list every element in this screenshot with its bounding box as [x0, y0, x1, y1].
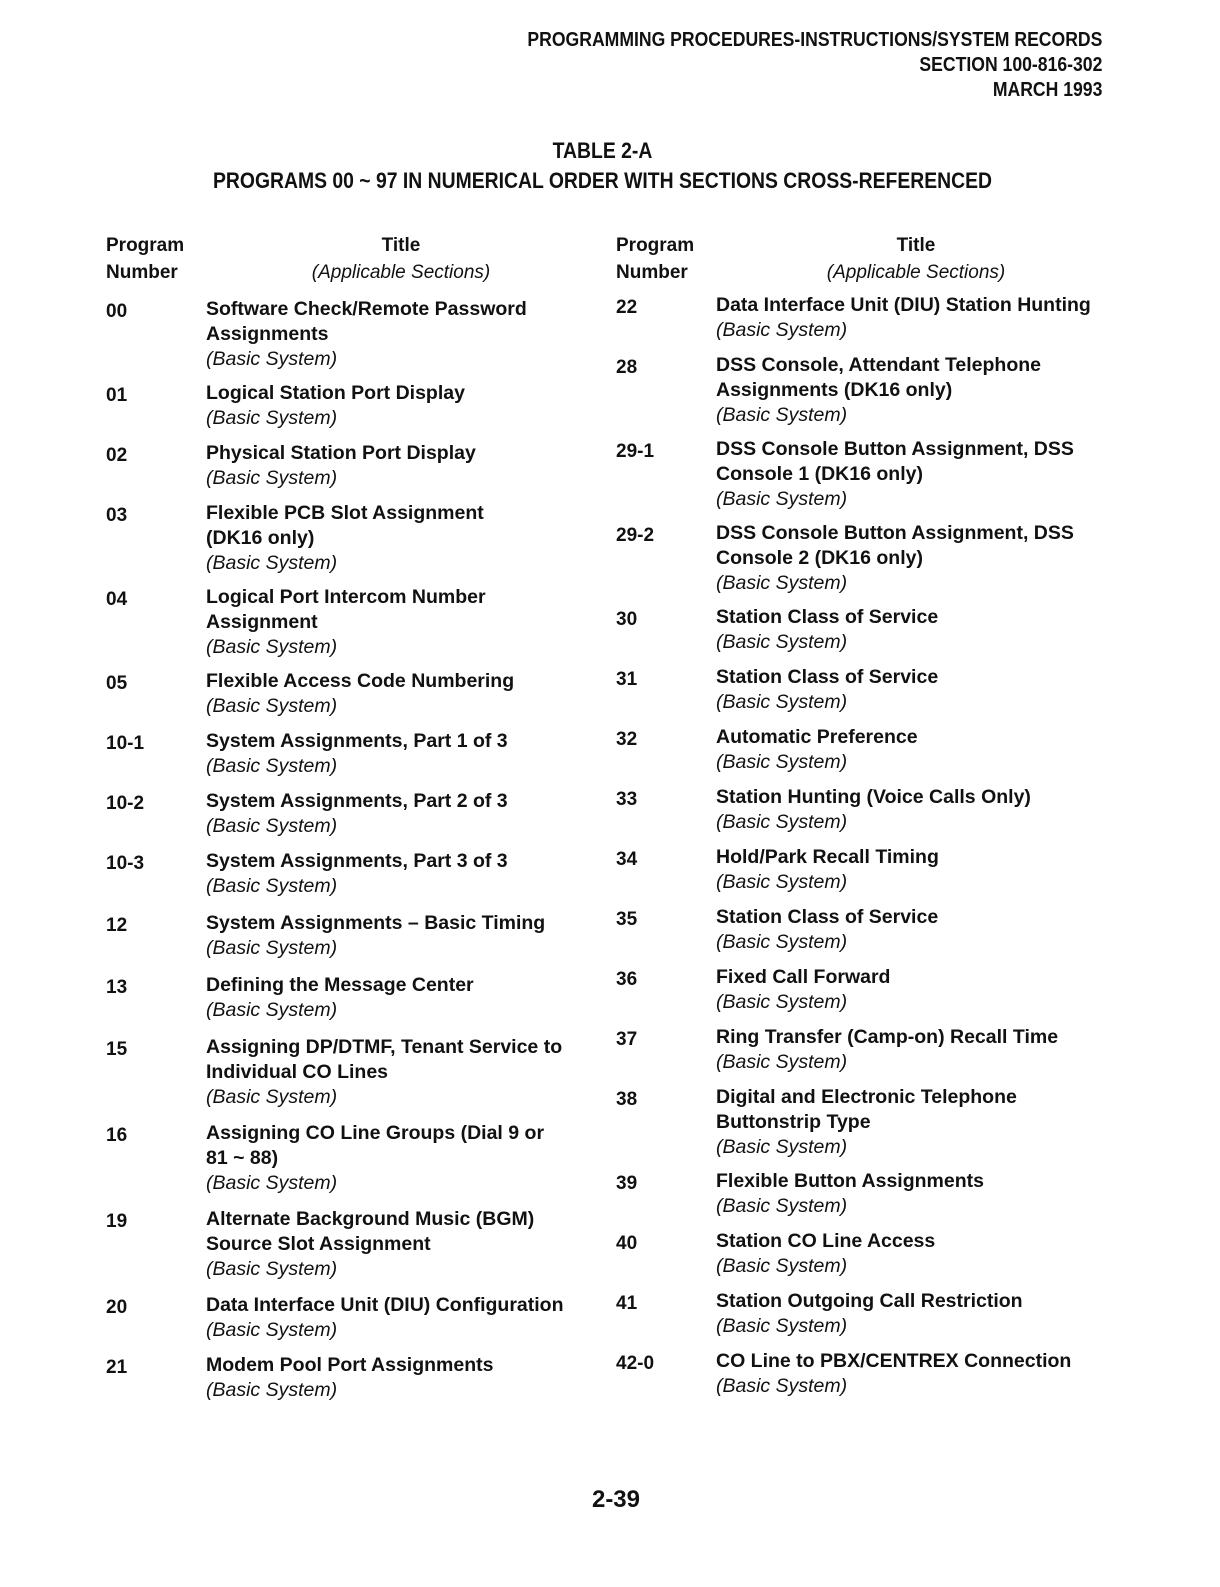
- program-info: [716, 437, 1116, 511]
- program-number: 10-2: [106, 793, 145, 814]
- table-row: [616, 437, 1116, 511]
- table-row: [106, 297, 596, 371]
- program-title: Flexible Button Assignments: [716, 1170, 984, 1192]
- program-title: Assigning CO Line Groups (Dial 9 or: [206, 1122, 545, 1144]
- applicable-section: (Basic System): [716, 931, 848, 953]
- program-title: Assigning DP/DTMF, Tenant Service to: [206, 1036, 563, 1058]
- table-row: [106, 381, 596, 430]
- program-info: [206, 1207, 596, 1281]
- title-header: Title (Applicable Sections): [826, 235, 1006, 283]
- table-row: [106, 1035, 596, 1109]
- table-row: [106, 729, 596, 778]
- applicable-section: (Basic System): [716, 631, 848, 653]
- program-title: Software Check/Remote Password: [206, 298, 527, 320]
- program-title: Automatic Preference: [716, 726, 918, 748]
- applicable-section: (Basic System): [206, 755, 338, 777]
- program-number: 13: [106, 977, 128, 998]
- header-section: SECTION 100-816-302: [919, 54, 1102, 76]
- applicable-section: (Basic System): [206, 695, 338, 717]
- applicable-section: (Basic System): [206, 1086, 338, 1108]
- applicable-section: (Basic System): [206, 552, 338, 574]
- table-row: [616, 1169, 1116, 1218]
- applicable-section: (Basic System): [716, 404, 848, 426]
- table-row: [106, 789, 596, 838]
- applicable-section: (Basic System): [716, 1136, 848, 1158]
- applicable-section: (Basic System): [206, 348, 338, 370]
- table-row: [616, 665, 1116, 714]
- program-number: 39: [616, 1173, 638, 1194]
- table-row: [106, 1353, 596, 1402]
- program-number: 29-1: [616, 441, 655, 462]
- program-title: DSS Console, Attendant Telephone: [716, 354, 1042, 376]
- program-number: 16: [106, 1125, 128, 1146]
- program-title: Console 1 (DK16 only): [716, 463, 923, 485]
- applicable-section: (Basic System): [716, 1195, 848, 1217]
- program-number: 10-3: [106, 853, 145, 874]
- table-row: [616, 1085, 1116, 1159]
- table-row: [106, 1293, 596, 1342]
- program-number: 34: [616, 849, 638, 870]
- table-row: [616, 1025, 1116, 1074]
- applicable-section: (Basic System): [716, 751, 848, 773]
- applicable-section: (Basic System): [206, 1319, 338, 1341]
- table-row: [106, 911, 596, 960]
- program-info: [206, 1121, 596, 1195]
- program-title: Source Slot Assignment: [206, 1233, 431, 1255]
- applicable-section: (Basic System): [716, 991, 848, 1013]
- table-row: [616, 1289, 1116, 1338]
- document-header: [527, 28, 1102, 103]
- program-number: 28: [616, 357, 638, 378]
- program-number: 20: [106, 1297, 128, 1318]
- left-column: [106, 232, 596, 1401]
- applicable-section: (Basic System): [716, 1315, 848, 1337]
- page-number: 2-39: [591, 1486, 641, 1513]
- program-info: [206, 973, 596, 1022]
- program-info: [206, 297, 596, 371]
- table-row: [616, 1229, 1116, 1278]
- applicable-section: (Basic System): [206, 1172, 338, 1194]
- table-caption: PROGRAMS 00 ~ 97 IN NUMERICAL ORDER WITH SECTIONS CROSS-REFERENCED: [213, 168, 992, 193]
- applicable-section: (Basic System): [716, 488, 848, 510]
- program-title: Flexible Access Code Numbering: [206, 670, 515, 692]
- program-number: 29-2: [616, 525, 655, 546]
- program-title: DSS Console Button Assignment, DSS: [716, 522, 1074, 544]
- applicable-section: (Basic System): [716, 1051, 848, 1073]
- table-label: TABLE 2-A: [552, 138, 653, 163]
- program-info: [716, 1025, 1116, 1074]
- program-number: 10-1: [106, 733, 145, 754]
- applicable-section: (Basic System): [716, 1375, 848, 1397]
- applicable-section: (Basic System): [206, 937, 338, 959]
- program-number: 37: [616, 1029, 638, 1050]
- program-info: [716, 1289, 1116, 1338]
- program-title: Individual CO Lines: [206, 1061, 389, 1083]
- applicable-section: (Basic System): [206, 875, 338, 897]
- applicable-section: (Basic System): [206, 1379, 338, 1401]
- program-title: (DK16 only): [206, 527, 315, 549]
- table-title: [0, 136, 1205, 196]
- program-number: 36: [616, 969, 638, 990]
- table-row: [106, 973, 596, 1022]
- program-title: Buttonstrip Type: [716, 1111, 871, 1133]
- program-info: [716, 605, 1116, 654]
- program-title: Station Class of Service: [716, 606, 939, 628]
- program-title: Data Interface Unit (DIU) Configuration: [206, 1294, 564, 1316]
- program-title: CO Line to PBX/CENTREX Connection: [716, 1350, 1072, 1372]
- applicable-section: (Basic System): [716, 871, 848, 893]
- applicable-section: (Basic System): [716, 811, 848, 833]
- program-info: [716, 905, 1116, 954]
- program-title: System Assignments – Basic Timing: [206, 912, 546, 934]
- program-info: [716, 293, 1116, 342]
- program-info: [716, 725, 1116, 774]
- table-row: [616, 845, 1116, 894]
- program-info: [206, 501, 596, 575]
- program-title: System Assignments, Part 3 of 3: [206, 850, 508, 872]
- program-title: Station CO Line Access: [716, 1230, 936, 1252]
- applicable-section: (Basic System): [206, 407, 338, 429]
- program-info: [716, 785, 1116, 834]
- program-number: 35: [616, 909, 638, 930]
- program-title: Flexible PCB Slot Assignment: [206, 502, 484, 524]
- program-number: 15: [106, 1039, 128, 1060]
- program-number: 41: [616, 1293, 638, 1314]
- table-row: [616, 905, 1116, 954]
- applicable-section: (Basic System): [206, 636, 338, 658]
- program-title: Hold/Park Recall Timing: [716, 846, 939, 868]
- program-number: 21: [106, 1357, 128, 1378]
- applicable-section: (Basic System): [206, 999, 338, 1021]
- applicable-section: (Basic System): [206, 467, 338, 489]
- table-row: [616, 353, 1116, 427]
- table-row: [106, 1121, 596, 1195]
- program-number: 40: [616, 1233, 638, 1254]
- program-info: [716, 965, 1116, 1014]
- program-title: 81 ~ 88): [206, 1147, 279, 1169]
- program-number: 01: [106, 385, 128, 406]
- program-number: 22: [616, 297, 638, 318]
- program-number: 19: [106, 1211, 128, 1232]
- table-row: [106, 585, 596, 659]
- program-title: Ring Transfer (Camp-on) Recall Time: [716, 1026, 1059, 1048]
- program-title: System Assignments, Part 1 of 3: [206, 730, 508, 752]
- program-number: 42-0: [616, 1353, 655, 1374]
- program-info: [716, 845, 1116, 894]
- program-info: [206, 669, 596, 718]
- program-title: Station Outgoing Call Restriction: [716, 1290, 1023, 1312]
- table-row: [106, 1207, 596, 1281]
- table-row: [616, 785, 1116, 834]
- program-number: 02: [106, 445, 128, 466]
- applicable-section: (Basic System): [716, 1255, 848, 1277]
- program-info: [206, 585, 596, 659]
- table-row: [106, 441, 596, 490]
- program-title: System Assignments, Part 2 of 3: [206, 790, 508, 812]
- program-number-header: Program Number: [106, 235, 185, 283]
- table-row: [616, 605, 1116, 654]
- program-info: [206, 849, 596, 898]
- program-number: 04: [106, 589, 128, 610]
- table-row: [616, 521, 1116, 595]
- program-title: Alternate Background Music (BGM): [206, 1208, 535, 1230]
- header-title: PROGRAMMING PROCEDURES-INSTRUCTIONS/SYSTEM RECORDS: [527, 29, 1102, 51]
- program-info: [716, 1169, 1116, 1218]
- program-number: 30: [616, 609, 638, 630]
- program-number: 03: [106, 505, 128, 526]
- program-title: Assignment: [206, 611, 318, 633]
- table-row: [106, 669, 596, 718]
- applicable-section: (Basic System): [206, 1258, 338, 1280]
- right-column-header: [616, 232, 1116, 290]
- right-column: [616, 232, 1116, 1397]
- program-info: [716, 1349, 1116, 1398]
- program-info: [206, 911, 596, 960]
- program-info: [716, 665, 1116, 714]
- table-row: [616, 1349, 1116, 1398]
- program-info: [206, 1035, 596, 1109]
- title-header: Title (Applicable Sections): [311, 235, 491, 283]
- program-title: Station Class of Service: [716, 666, 939, 688]
- left-column-header: [106, 232, 596, 290]
- applicable-section: (Basic System): [716, 691, 848, 713]
- table-row: [106, 501, 596, 575]
- program-title: Digital and Electronic Telephone: [716, 1086, 1017, 1108]
- program-number: 12: [106, 915, 128, 936]
- table-row: [616, 965, 1116, 1014]
- program-info: [206, 1353, 596, 1402]
- program-title: Logical Station Port Display: [206, 382, 465, 404]
- program-info: [206, 1293, 596, 1342]
- program-title: Fixed Call Forward: [716, 966, 891, 988]
- program-title: Assignments (DK16 only): [716, 379, 953, 401]
- program-title: Station Hunting (Voice Calls Only): [716, 786, 1031, 808]
- table-row: [616, 293, 1116, 342]
- program-info: [716, 521, 1116, 595]
- program-info: [206, 729, 596, 778]
- program-info: [206, 441, 596, 490]
- table-row: [106, 849, 596, 898]
- applicable-section: (Basic System): [716, 319, 848, 341]
- program-info: [206, 789, 596, 838]
- program-title: Logical Port Intercom Number: [206, 586, 486, 608]
- program-number: 00: [106, 301, 128, 322]
- program-number: 05: [106, 673, 128, 694]
- program-info: [206, 381, 596, 430]
- program-title: Data Interface Unit (DIU) Station Hunting: [716, 294, 1091, 316]
- header-date: MARCH 1993: [992, 79, 1102, 101]
- program-title: Console 2 (DK16 only): [716, 547, 923, 569]
- applicable-section: (Basic System): [716, 572, 848, 594]
- program-title: Station Class of Service: [716, 906, 939, 928]
- program-title: Defining the Message Center: [206, 974, 474, 996]
- program-info: [716, 353, 1116, 427]
- program-number: 38: [616, 1089, 638, 1110]
- program-title: Assignments: [206, 323, 329, 345]
- program-info: [716, 1229, 1116, 1278]
- program-title: Physical Station Port Display: [206, 442, 476, 464]
- program-title: Modem Pool Port Assignments: [206, 1354, 494, 1376]
- program-number-header: Program Number: [616, 235, 695, 283]
- program-number: 33: [616, 789, 638, 810]
- program-info: [716, 1085, 1116, 1159]
- program-number: 31: [616, 669, 638, 690]
- program-title: DSS Console Button Assignment, DSS: [716, 438, 1074, 460]
- applicable-section: (Basic System): [206, 815, 338, 837]
- table-row: [616, 725, 1116, 774]
- program-number: 32: [616, 729, 638, 750]
